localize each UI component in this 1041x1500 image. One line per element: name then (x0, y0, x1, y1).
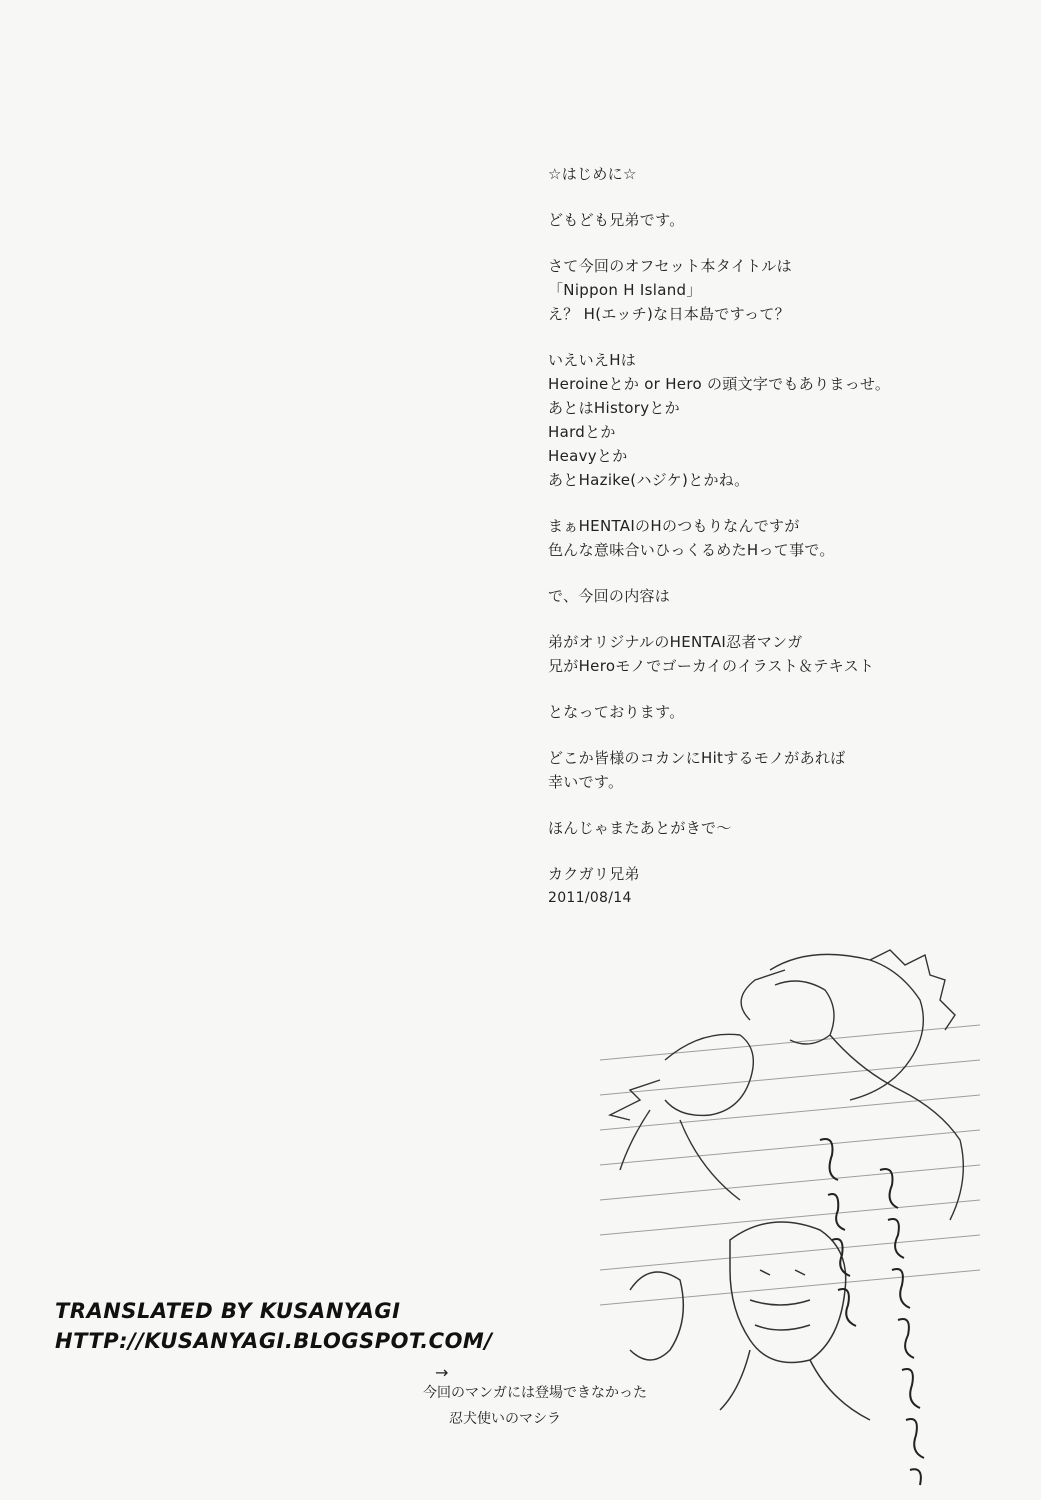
content-end: となっております。 (548, 703, 685, 721)
text-line: 「Nippon H Island」 (548, 281, 702, 299)
man-figure (630, 1222, 870, 1420)
text-line: 兄がHeroモノでゴーカイのイラスト＆テキスト (548, 657, 875, 675)
text-line: Heroineとか or Hero の頭文字でもありまっせ。 (548, 375, 891, 393)
h-meaning-paragraph (548, 348, 1018, 492)
text-line: え？ H(エッチ)な日本島ですって？ (548, 305, 790, 323)
closing-line: ほんじゃまたあとがきで～ (548, 819, 732, 837)
signature: カクガリ兄弟 (548, 865, 640, 883)
text-line: 弟がオリジナルのHENTAI忍者マンガ (548, 633, 803, 651)
text-line: 幸いです。 (548, 773, 624, 791)
illustration-caption (423, 1363, 647, 1432)
wish-paragraph (548, 746, 1018, 794)
greeting: どもども兄弟です。 (548, 211, 685, 229)
text-line: あとHazike(ハジケ)とかね。 (548, 471, 750, 489)
beast-heads (610, 950, 963, 1220)
text-line: いえいえHは (548, 351, 637, 369)
credit-line: TRANSLATED BY KUSANYAGI (55, 1299, 401, 1323)
text-line: どこか皆様のコカンにHitするモノがあれば (548, 749, 846, 767)
content-paragraph (548, 630, 1018, 678)
title-paragraph (548, 254, 1018, 326)
translator-credit (55, 1296, 493, 1356)
text-line: あとはHistoryとか (548, 399, 680, 417)
credit-url: HTTP://KUSANYAGI.BLOGSPOT.COM/ (55, 1329, 493, 1353)
date: 2011/08/14 (548, 890, 632, 906)
text-line: さて今回のオフセット本タイトルは (548, 257, 792, 275)
content-intro: で、今回の内容は (548, 587, 671, 605)
intro-text-block (548, 162, 1018, 932)
hentai-paragraph (548, 514, 1018, 562)
caption-line: 今回のマンガには登場できなかった (423, 1385, 647, 1401)
text-line: まぁHENTAIのHのつもりなんですが (548, 517, 800, 535)
text-line: 色んな意味合いひっくるめたHって事で。 (548, 541, 835, 559)
signature-block (548, 862, 1018, 910)
handwriting (820, 1139, 924, 1485)
notebook-lines (600, 1025, 980, 1305)
intro-heading: ☆はじめに☆ (548, 165, 637, 183)
text-line: Heavyとか (548, 447, 628, 465)
caption-line: 忍犬使いのマシラ (449, 1411, 561, 1427)
text-line: Hardとか (548, 423, 616, 441)
arrow-icon: → (435, 1363, 449, 1382)
